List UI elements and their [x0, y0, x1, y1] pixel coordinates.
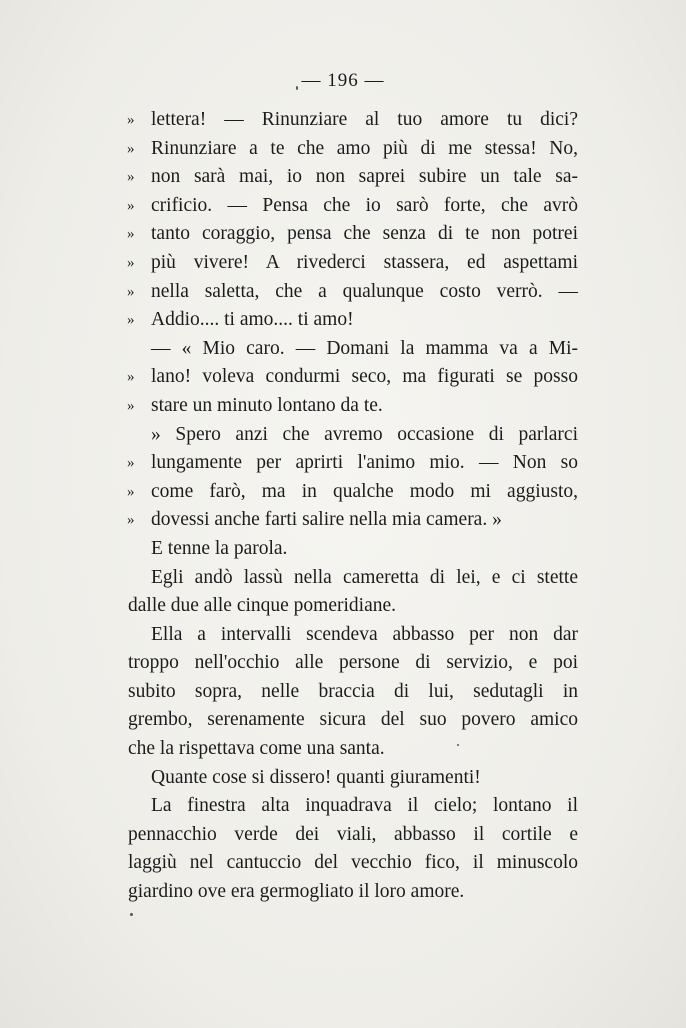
body-text	[128, 106, 578, 907]
text-line-content: lungamente per aprirti l'animo mio. — Non so	[151, 452, 578, 474]
quotation-mark: »	[127, 197, 133, 214]
text-line-content: stare un minuto lontano da te.	[151, 394, 383, 416]
print-speck	[457, 744, 459, 746]
text-line	[128, 449, 578, 478]
text-line-content: nella saletta, che a qualunque costo verrò. —	[151, 280, 578, 302]
quotation-mark: »	[127, 455, 133, 472]
quotation-mark: »	[127, 140, 133, 157]
text-line-content: pennacchio verde dei viali, abbasso il cortile e	[128, 823, 578, 845]
text-line	[128, 163, 578, 192]
text-line	[128, 192, 578, 221]
quotation-mark: »	[127, 169, 133, 186]
text-line-content: laggiù nel cantuccio del vecchio fico, il minuscolo	[128, 852, 578, 874]
quotation-mark: »	[127, 226, 133, 243]
text-line-content: subito sopra, nelle braccia di lui, sedutagli in	[128, 680, 578, 702]
text-line-content: crificio. — Pensa che io sarò forte, che avrò	[151, 194, 578, 216]
text-line-content: Quante cose si dissero! quanti giuramenti!	[151, 766, 481, 788]
text-line	[128, 278, 578, 307]
text-line	[128, 735, 578, 764]
text-line-content: Rinunziare a te che amo più di me stessa! No,	[151, 137, 578, 159]
quotation-mark: »	[127, 369, 133, 386]
text-line	[128, 335, 578, 364]
text-line	[128, 621, 578, 650]
text-line-content: tanto coraggio, pensa che senza di te non potrei	[151, 223, 578, 245]
text-line	[128, 764, 578, 793]
text-line-content: più vivere! A rivederci stassera, ed aspettami	[151, 251, 578, 273]
print-speck	[130, 913, 133, 916]
quotation-mark: »	[127, 512, 133, 529]
text-line	[128, 849, 578, 878]
quotation-mark: »	[127, 112, 133, 128]
text-line-content: Egli andò lassù nella cameretta di lei, e ci stette	[151, 566, 578, 588]
text-line	[128, 392, 578, 421]
text-line-content: come farò, ma in qualche modo mi aggiusto,	[151, 480, 578, 502]
text-line	[128, 564, 578, 593]
text-line	[128, 821, 578, 850]
text-line	[128, 363, 578, 392]
text-line-content: che la rispettava come una santa.	[128, 738, 385, 760]
text-line-content: Ella a intervalli scendeva abbasso per non dar	[151, 623, 578, 645]
text-line-content: grembo, serenamente sicura del suo povero amico	[128, 709, 578, 731]
page-number: — 196 —	[301, 70, 385, 91]
text-line-content: dovessi anche farti salire nella mia camera. »	[151, 509, 502, 531]
text-line	[128, 106, 578, 135]
text-line-content: lettera! — Rinunziare al tuo amore tu dici?	[151, 109, 578, 130]
text-line-content: — « Mio caro. — Domani la mamma va a Mi-	[151, 337, 578, 359]
text-line	[128, 792, 578, 821]
text-line-content: La finestra alta inquadrava il cielo; lontano il	[151, 795, 578, 817]
text-line-content: Addio.... ti amo.... ti amo!	[151, 309, 354, 331]
text-line	[128, 535, 578, 564]
quotation-mark: »	[127, 483, 133, 500]
text-line	[128, 421, 578, 450]
quotation-mark: »	[127, 312, 133, 329]
text-line	[128, 678, 578, 707]
text-line-content: troppo nell'occhio alle persone di servizio, e poi	[128, 652, 578, 674]
text-line-content: lano! voleva condurmi seco, ma figurati se posso	[151, 366, 578, 388]
quotation-mark: »	[127, 397, 133, 414]
text-line	[128, 706, 578, 735]
text-line	[128, 478, 578, 507]
text-line	[128, 506, 578, 535]
text-line	[128, 649, 578, 678]
text-line	[128, 878, 578, 907]
text-line	[128, 135, 578, 164]
text-line	[128, 249, 578, 278]
quotation-mark: »	[127, 283, 133, 300]
text-line	[128, 306, 578, 335]
text-line-content: giardino ove era germogliato il loro amore.	[128, 881, 465, 903]
text-line-content: » Spero anzi che avremo occasione di parlarci	[151, 423, 578, 445]
text-line	[128, 592, 578, 621]
quotation-mark: »	[127, 254, 133, 271]
text-line-content: E tenne la parola.	[151, 537, 288, 559]
text-line-content: non sarà mai, io non saprei subire un tale sa-	[151, 166, 578, 188]
text-line	[128, 220, 578, 249]
print-speck	[296, 86, 298, 90]
text-line-content: dalle due alle cinque pomeridiane.	[128, 595, 397, 617]
